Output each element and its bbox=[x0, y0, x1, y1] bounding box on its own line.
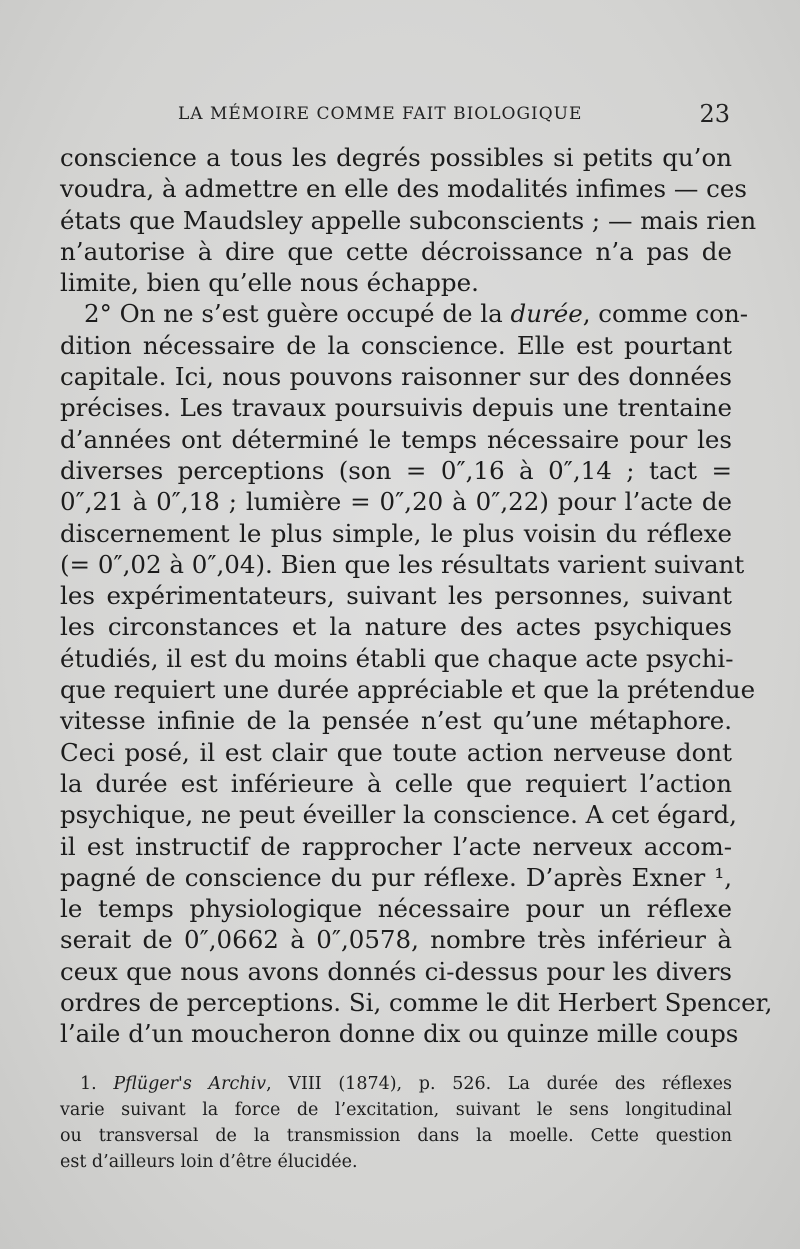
footnote-marker: 1. bbox=[80, 1074, 97, 1094]
running-head: LA MÉMOIRE COMME FAIT BIOLOGIQUE bbox=[178, 104, 583, 124]
text-line: d’années ont déterminé le temps nécessaire pour les bbox=[60, 424, 732, 454]
footnote-text: , VIII (1874), p. 526. La durée des réflexes bbox=[266, 1074, 732, 1094]
footnote bbox=[60, 1071, 732, 1175]
text-line: diverses perceptions (son = 0″,16 à 0″,14 ; tact = bbox=[60, 455, 732, 485]
text-line: les circonstances et la nature des actes psychiques bbox=[60, 612, 732, 642]
footnote-line: varie suivant la force de l’excitation, suivant le sens longitudinal bbox=[60, 1100, 732, 1120]
text-line: discernement le plus simple, le plus voisin du réflexe bbox=[60, 518, 732, 548]
text-line: le temps physiologique nécessaire pour un réflexe bbox=[60, 894, 732, 924]
text-line: ordres de perceptions. Si, comme le dit Herbert Spencer, bbox=[60, 988, 773, 1018]
body-text bbox=[60, 142, 773, 1050]
text-line: capitale. Ici, nous pouvons raisonner sur des données bbox=[60, 362, 732, 392]
text-line: psychique, ne peut éveiller la conscience. A cet égard, bbox=[60, 800, 737, 830]
text-line: les expérimentateurs, suivant les personnes, suivant bbox=[60, 581, 732, 611]
text-line: ceux que nous avons donnés ci-dessus pour les divers bbox=[60, 956, 732, 986]
footnote-source: Pflüger's Archiv bbox=[113, 1074, 267, 1094]
text-line: précises. Les travaux poursuivis depuis une trentaine bbox=[60, 393, 732, 423]
text-line: que requiert une durée appréciable et que la prétendue bbox=[60, 675, 756, 705]
footnote-line bbox=[60, 1071, 732, 1097]
text-line: étudiés, il est du moins établi que chaque acte psychi- bbox=[60, 643, 734, 673]
text-line: dition nécessaire de la conscience. Elle est pourtant bbox=[60, 330, 732, 360]
text-line: états que Maudsley appelle subconscients ; — mais rien bbox=[60, 205, 757, 235]
text-line: limite, bien qu’elle nous échappe. bbox=[60, 268, 479, 298]
text-line: n’autorise à dire que cette décroissance n’a pas de bbox=[60, 236, 732, 266]
text-line: 0″,21 à 0″,18 ; lumière = 0″,20 à 0″,22) pour l’acte de bbox=[60, 487, 732, 517]
text-line: la durée est inférieure à celle que requiert l’action bbox=[60, 768, 732, 798]
text-line: pagné de conscience du pur réflexe. D’après Exner ¹, bbox=[60, 862, 732, 892]
text-line: il est instructif de rapprocher l’acte nerveux accom- bbox=[60, 831, 732, 861]
footnote-line: ou transversal de la transmission dans la moelle. Cette question bbox=[60, 1126, 732, 1146]
text-line: l’aile d’un moucheron donne dix ou quinze mille coups bbox=[60, 1019, 739, 1049]
page-number: 23 bbox=[699, 100, 730, 128]
text-line: 2° On ne s’est guère occupé de la durée, comme con- bbox=[84, 299, 749, 329]
text-line: (= 0″,02 à 0″,04). Bien que les résultats varient suivant bbox=[60, 549, 745, 579]
footnote-line: est d’ailleurs loin d’être élucidée. bbox=[60, 1152, 358, 1172]
text-line: Ceci posé, il est clair que toute action nerveuse dont bbox=[60, 737, 732, 767]
text-line: vitesse infinie de la pensée n’est qu’une métaphore. bbox=[60, 706, 732, 736]
page-header bbox=[60, 100, 732, 130]
emphasis: durée bbox=[510, 299, 583, 329]
text-line: conscience a tous les degrés possibles si petits qu’on bbox=[60, 143, 732, 172]
text-line: serait de 0″,0662 à 0″,0578, nombre très inférieur à bbox=[60, 925, 732, 955]
text-line: voudra, à admettre en elle des modalités infimes — ces bbox=[60, 174, 747, 204]
